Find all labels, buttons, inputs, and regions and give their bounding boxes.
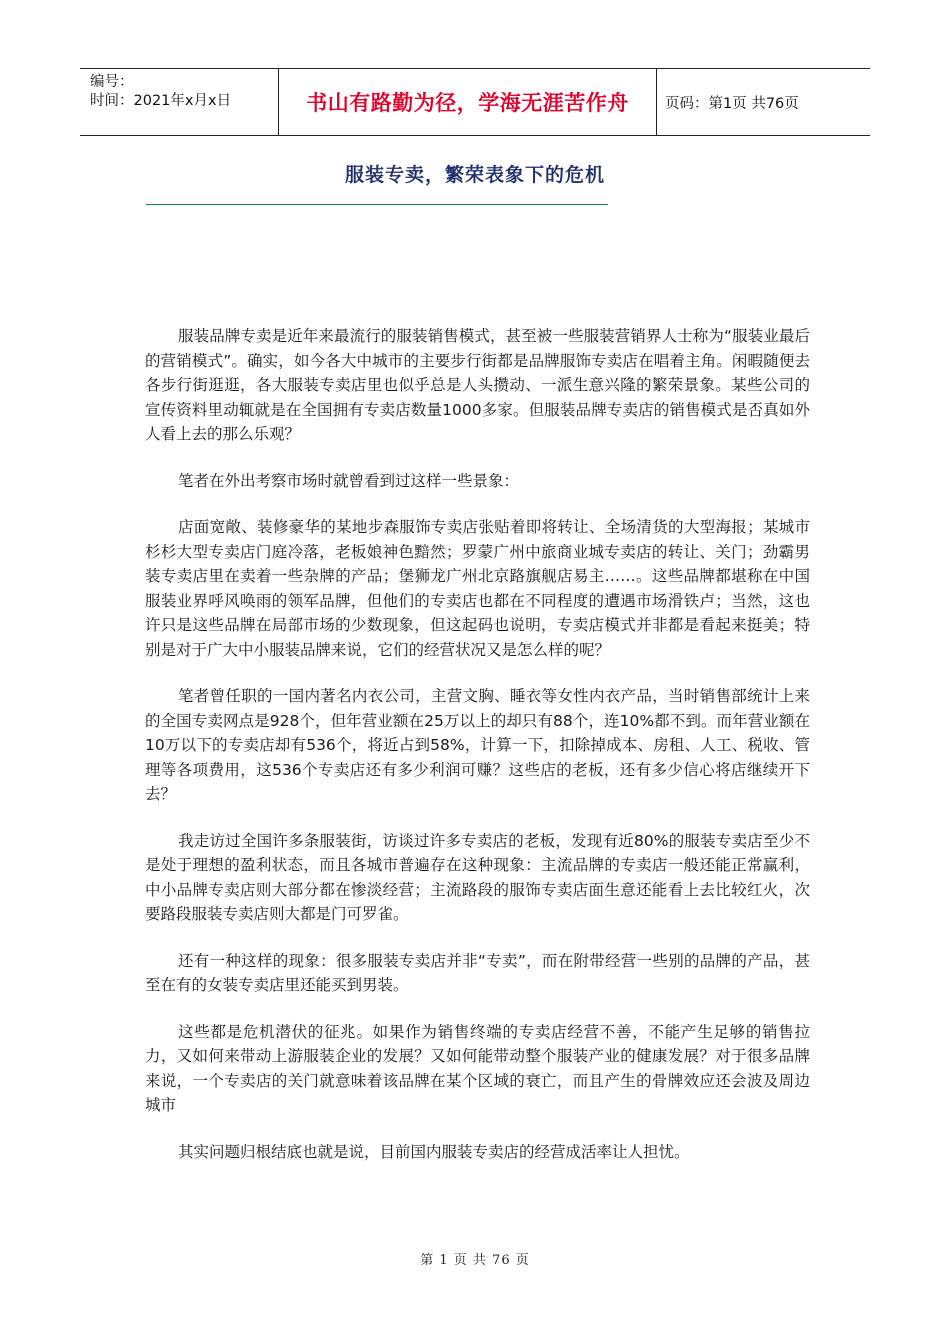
title-underline: [146, 204, 608, 205]
page-footer: 第 1 页 共 76 页: [420, 1253, 530, 1268]
time-label: 时间：2021年x月x日: [90, 93, 232, 109]
code-label: 编号：: [90, 74, 134, 90]
paragraph-2: 笔者在外出考察市场时就曾看到过这样一些景象：: [178, 471, 520, 490]
paragraph-3: 店面宽敞、装修豪华的某地步森服饰专卖店张贴着即将转让、全场清货的大型海报；某城市杉杉大型专卖店门庭冷落，老板娘神色黯然；罗蒙广州中旅商业城专卖店的转让、关门；劲霸男装专卖店里在卖着一些杂牌的产品；堡狮龙广州北京路旗舰店易主……。这些品牌都堪称在中国服装业界呼风唤雨的领军品牌，但他们的专卖店也都在不同程度的遭遇市场滑铁卢；当然，这也许只是这些品牌在局部市场的少数现象，但这起码也说明，专卖店模式并非都是看起来挺美；特别是对于广大中小服装品牌来说，它们的经营状况又是怎么样的呢？: [145, 518, 810, 659]
paragraph-8: 其实问题归根结底也就是说，目前国内服装专卖店的经营成活率让人担忧。: [178, 1142, 690, 1161]
paragraph-7: 这些都是危机潜伏的征兆。如果作为销售终端的专卖店经营不善，不能产生足够的销售拉力，又如何来带动上游服装企业的发展？又如何能带动整个服装产业的健康发展？对于很多品牌来说，一个专卖店的关门就意味着该品牌在某个区域的衰亡，而且产生的骨牌效应还会波及周边城市: [145, 1022, 810, 1114]
header-motto: 书山有路勤为径，学海无涯苦作舟: [279, 69, 657, 135]
paragraph-5: 我走访过全国许多条服装街，访谈过许多专卖店的老板，发现有近80%的服装专卖店至少不是处于理想的盈利状态，而且各城市普遍存在这种现象：主流品牌的专卖店一般还能正常赢利，中小品牌专卖店则大部分都在惨淡经营；主流路段的服饰专卖店面生意还能看上去比较红火，次要路段服装专卖店则大都是门可罗雀。: [145, 831, 810, 923]
document-header: [80, 68, 870, 136]
paragraph-1: 服装品牌专卖是近年来最流行的服装销售模式，甚至被一些服装营销界人士称为“服装业最后的营销模式”。确实，如今各大中城市的主要步行街都是品牌服饰专卖店在唱着主角。闲暇随便去各步行街逛逛，各大服装专卖店里也似乎总是人头攒动、一派生意兴隆的繁荣景象。某些公司的宣传资料里动辄就是在全国拥有专卖店数量1000多家。但服装品牌专卖店的销售模式是否真如外人看上去的那么乐观？: [145, 327, 810, 443]
paragraph-6: 还有一种这样的现象：很多服装专卖店并非“专卖”，而在附带经营一些别的品牌的产品，甚至在有的女装专卖店里还能买到男装。: [145, 951, 810, 994]
header-page-info: 页码：第1页 共76页: [665, 95, 799, 112]
header-meta-cell: [80, 69, 279, 135]
document-title: 服装专卖，繁荣表象下的危机: [344, 164, 605, 186]
document-body: [145, 324, 810, 1186]
paragraph-4: 笔者曾任职的一国内著名内衣公司，主营文胸、睡衣等女性内衣产品，当时销售部统计上来的全国专卖网点是928个，但年营业额在25万以上的却只有88个，连10%都不到。而年营业额在10万以下的专卖店却有536个，将近占到58%，计算一下，扣除掉成本、房租、人工、税收、管理等各项费用，这536个专卖店还有多少利润可赚？这些店的老板，还有多少信心将店继续开下去？: [145, 687, 810, 803]
